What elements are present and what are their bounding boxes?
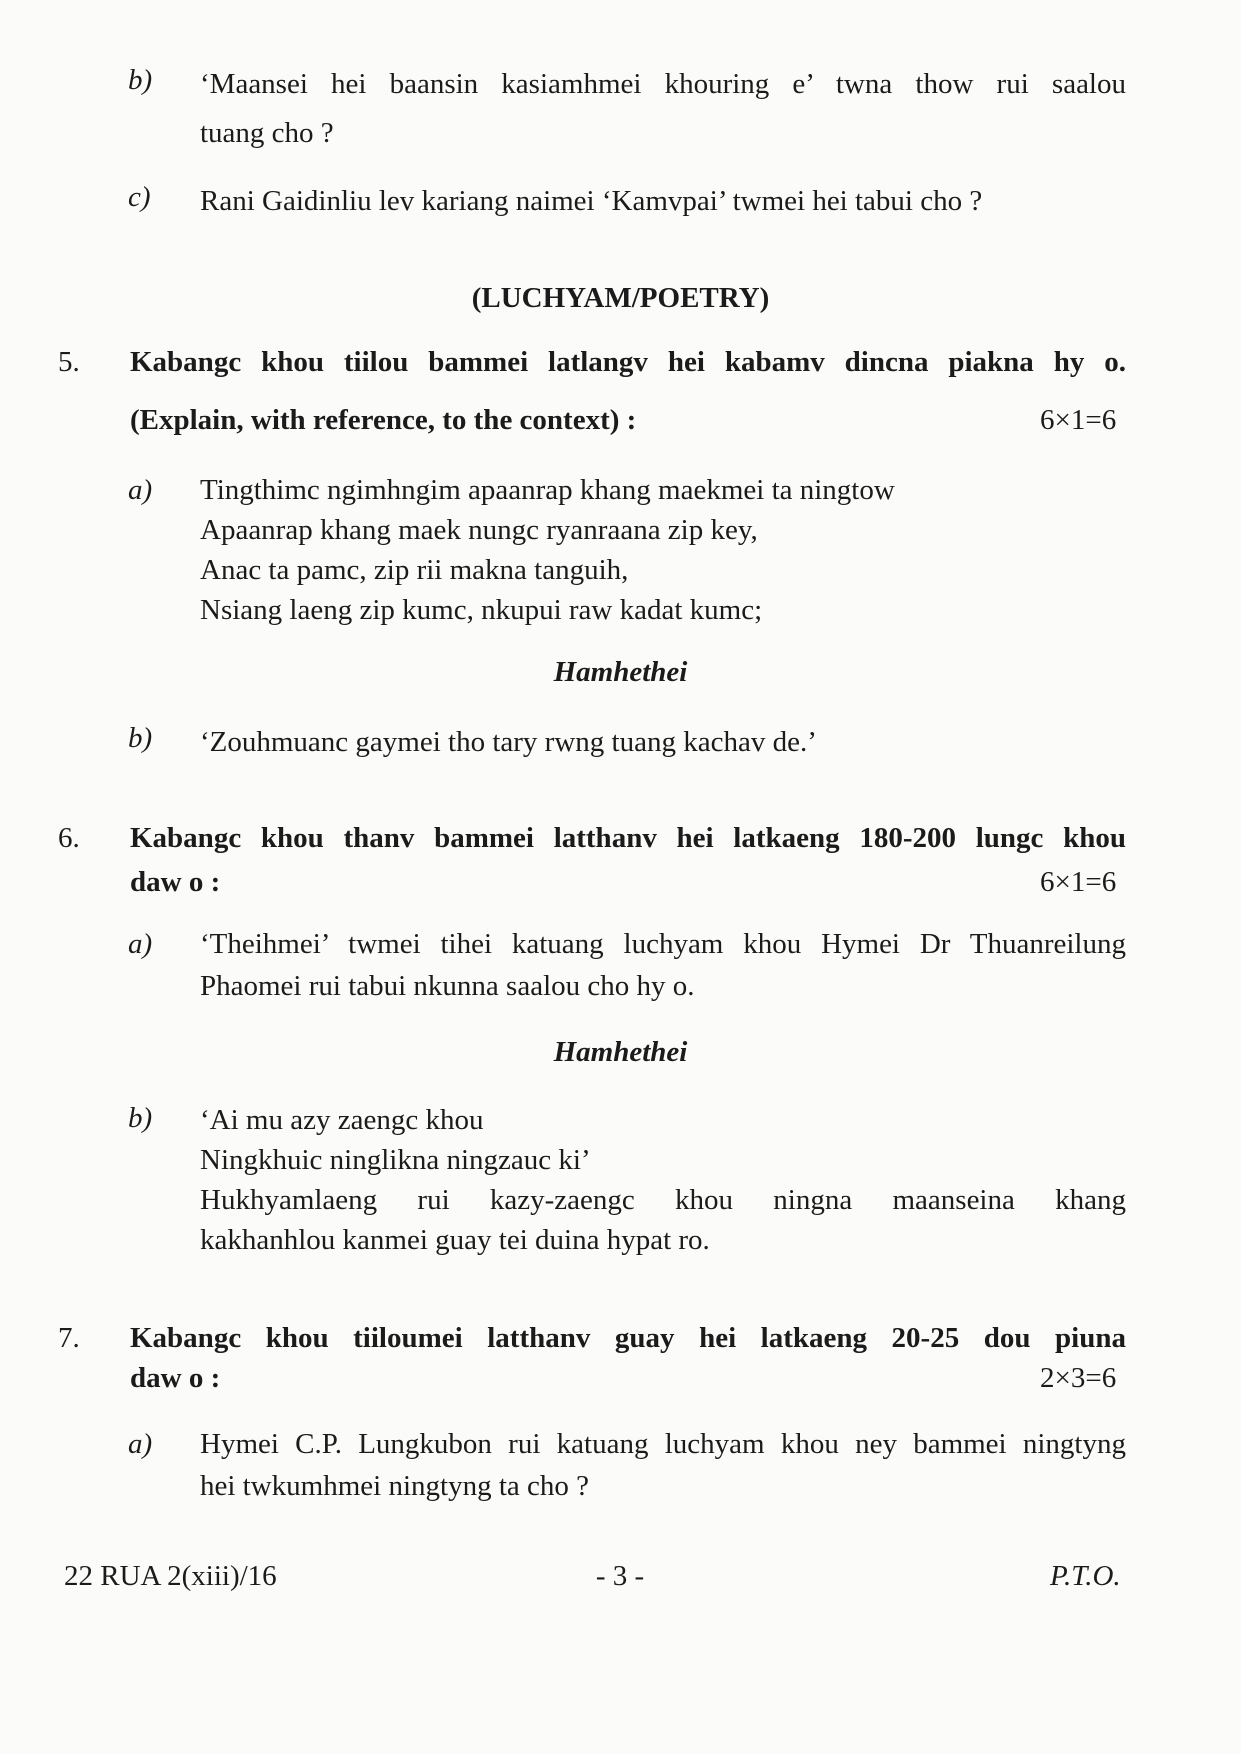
q7-line2: daw o : <box>130 1362 221 1394</box>
q6-b-quote <box>200 1100 591 1180</box>
q6-b-line-2: Ningkhuic ninglikna ningzauc ki’ <box>200 1144 591 1176</box>
q7-a-line2: hei twkumhmei ningtyng ta cho ? <box>200 1470 590 1502</box>
q6-b-label: b) <box>128 1102 153 1134</box>
q6-or-text: Hamhethei <box>553 1036 688 1068</box>
q4-b-label: b) <box>128 64 153 96</box>
q6-a-line1: ‘Theihmei’ twmei tihei katuang luchyam khou Hymei Dr Thuanreilung <box>200 928 1126 960</box>
q5-a-label: a) <box>128 474 153 506</box>
q5-a-line-4: Nsiang laeng zip kumc, nkupui raw kadat kumc; <box>200 594 763 626</box>
poetry-heading: (LUCHYAM/POETRY) <box>471 282 770 314</box>
q5-a-line-1: Tingthimc ngimhngim apaanrap khang maekmei ta ningtow <box>200 474 895 506</box>
q7-number: 7. <box>58 1322 80 1354</box>
footer-code: 22 RUA 2(xiii)/16 <box>64 1560 277 1592</box>
q6-b-line3: Hukhyamlaeng rui kazy-zaengc khou ningna maanseina khang <box>200 1184 1126 1216</box>
q7-a-line1: Hymei C.P. Lungkubon rui katuang luchyam khou ney bammei ningtyng <box>200 1428 1126 1460</box>
q6-line1: Kabangc khou thanv bammei latthanv hei latkaeng 180-200 lungc khou <box>130 822 1126 854</box>
q5-line2: (Explain, with reference, to the context) : <box>130 404 637 436</box>
q6-a-line2: Phaomei rui tabui nkunna saalou cho hy o. <box>200 970 695 1002</box>
q5-marks: 6×1=6 <box>1040 404 1117 436</box>
q5-a-line-3: Anac ta pamc, zip rii makna tanguih, <box>200 554 629 586</box>
q7-line1: Kabangc khou tiiloumei latthanv guay hei latkaeng 20-25 dou piuna <box>130 1322 1126 1354</box>
q4-c-label: c) <box>128 181 151 213</box>
q6-line2: daw o : <box>130 866 221 898</box>
footer-page-number: - 3 - <box>595 1560 645 1592</box>
q6-a-label: a) <box>128 928 153 960</box>
q5-or-text: Hamhethei <box>553 656 688 688</box>
q5-a-line-2: Apaanrap khang maek nungc ryanraana zip key, <box>200 514 758 546</box>
q6-marks: 6×1=6 <box>1040 866 1117 898</box>
q5-a-stanza <box>200 470 895 630</box>
q6-number: 6. <box>58 822 80 854</box>
q4-c-text: Rani Gaidinliu lev kariang naimei ‘Kamvpai’ twmei hei tabui cho ? <box>200 185 983 217</box>
q5-number: 5. <box>58 346 80 378</box>
q4-b-line2: tuang cho ? <box>200 117 334 149</box>
q5-line1: Kabangc khou tiilou bammei latlangv hei kabamv dincna piakna hy o. <box>130 346 1126 378</box>
q7-marks: 2×3=6 <box>1040 1362 1117 1394</box>
q5-b-label: b) <box>128 722 153 754</box>
q6-b-line4: kakhanhlou kanmei guay tei duina hypat ro. <box>200 1224 710 1256</box>
q7-a-label: a) <box>128 1428 153 1460</box>
q6-b-line-1: ‘Ai mu azy zaengc khou <box>200 1104 484 1136</box>
q4-b-line1: ‘Maansei hei baansin kasiamhmei khouring e’ twna thow rui saalou <box>200 68 1126 100</box>
footer-pto: P.T.O. <box>1050 1560 1121 1592</box>
q5-b-text: ‘Zouhmuanc gaymei tho tary rwng tuang kachav de.’ <box>200 726 817 758</box>
